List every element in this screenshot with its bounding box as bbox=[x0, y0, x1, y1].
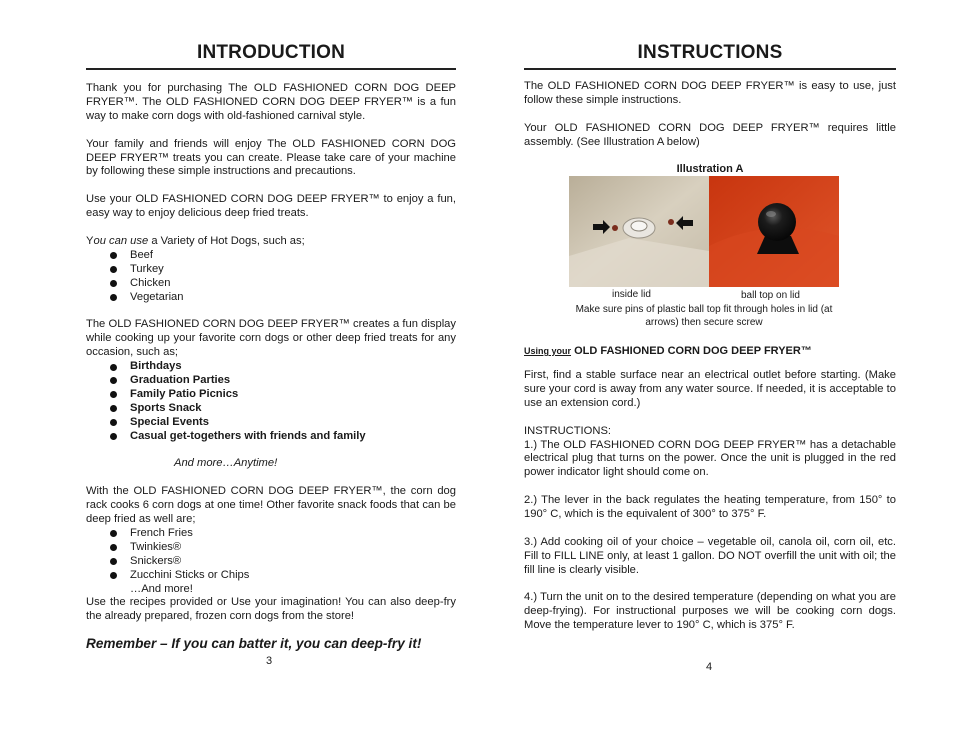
list-item: Special Events bbox=[86, 416, 456, 430]
list-item: Snickers® bbox=[86, 555, 456, 569]
list-item: Family Patio Picnics bbox=[86, 388, 456, 402]
page-number: 4 bbox=[706, 661, 713, 673]
page-number: 3 bbox=[266, 655, 273, 667]
list-item: Sports Snack bbox=[86, 402, 456, 416]
instructions-intro bbox=[524, 80, 896, 150]
list-item: French Fries bbox=[86, 527, 456, 541]
closing-remark: Remember – If you can batter it, you can deep-fry it! bbox=[86, 636, 422, 651]
intro-paragraph-5: The OLD FASHIONED CORN DOG DEEP FRYER™ creates a fun display while cooking up your favorite corn dogs or other deep fried treats for any occasion, such as; bbox=[86, 318, 456, 359]
step-4: 4.) Turn the unit on to the desired temperature (depending on what you are deep-frying). For instructional purposes we will be cooking corn dogs. Move the temperature lever to 190° C, which is 375° F. bbox=[524, 591, 896, 632]
step-2: 2.) The lever in the back regulates the heating temperature, from 150° to 190° C, which is the equivalent of 300° to 375° F. bbox=[524, 494, 896, 521]
instructions-label: INSTRUCTIONS: bbox=[524, 424, 612, 437]
intro-p4-italic: ou can use bbox=[93, 234, 149, 247]
inside-lid-photo bbox=[569, 176, 709, 287]
intro-paragraph-6: With the OLD FASHIONED CORN DOG DEEP FRYER™, the corn dog rack cooks 6 corn dogs at one time! Other favorite snack foods that can be deep fried as well are; bbox=[86, 485, 456, 525]
instructions-heading: INSTRUCTIONS bbox=[524, 42, 896, 70]
intro-p4-rest: a Variety of Hot Dogs, such as; bbox=[148, 234, 305, 247]
introduction-heading: INTRODUCTION bbox=[86, 42, 456, 70]
ball-top-caption: ball top on lid bbox=[741, 290, 800, 301]
instructions-paragraph-1: The OLD FASHIONED CORN DOG DEEP FRYER™ is easy to use, just follow these simple instructions. bbox=[524, 80, 896, 106]
assembly-note: Make sure pins of plastic ball top fit through holes in lid (at arrows) then secure screw bbox=[575, 304, 833, 328]
snack-list bbox=[86, 527, 456, 583]
intro-paragraph-1: Thank you for purchasing The OLD FASHIONED CORN DOG DEEP FRYER™. The OLD FASHIONED CORN DOG DEEP FRYER™ is a fun way to make corn dogs with old-fashioned carnival style. bbox=[86, 82, 456, 122]
intro-p4-prefix: Y bbox=[86, 234, 94, 247]
list-item: Vegetarian bbox=[86, 291, 456, 305]
occasion-list bbox=[86, 360, 456, 443]
list-item: Zucchini Sticks or Chips bbox=[86, 569, 456, 583]
illustration-title: Illustration A bbox=[676, 163, 744, 175]
list-item: Birthdays bbox=[86, 360, 456, 374]
list-item: Twinkies® bbox=[86, 541, 456, 555]
list-item: Turkey bbox=[86, 263, 456, 277]
snacks-and-more: …And more! bbox=[130, 582, 193, 595]
ball-top-photo bbox=[709, 176, 839, 287]
step-3: 3.) Add cooking oil of your choice – vegetable oil, canola oil, corn oil, etc. Fill to FILL LINE only, at least 1 gallon. DO NOT overfill the unit with oil; the fill line is clearly visible. bbox=[524, 535, 896, 576]
using-prefix: Using your bbox=[524, 346, 572, 356]
step-1: 1.) The OLD FASHIONED CORN DOG DEEP FRYER™ has a detachable electrical plug that turns on the power. Once the unit is plugged in the red power indicator light should come on. bbox=[524, 438, 896, 479]
instructions-steps bbox=[524, 369, 896, 633]
intro-paragraph-7: Use the recipes provided or Use your imagination! You can also deep-fry the already prepared, frozen corn dogs from the store! bbox=[86, 596, 456, 623]
introduction-body bbox=[86, 82, 456, 624]
intro-paragraph-4 bbox=[86, 235, 456, 249]
instructions-paragraph-3: First, find a stable surface near an electrical outlet before starting. (Make sure your cord is away from any water source. If needed, it is acceptable to use an extension cord.) bbox=[524, 369, 896, 409]
list-item: Beef bbox=[86, 249, 456, 263]
hotdog-list bbox=[86, 249, 456, 305]
inside-lid-caption: inside lid bbox=[612, 289, 651, 300]
list-item: Chicken bbox=[86, 277, 456, 291]
using-title: OLD FASHIONED CORN DOG DEEP FRYER™ bbox=[571, 345, 812, 357]
instructions-paragraph-2: Your OLD FASHIONED CORN DOG DEEP FRYER™ requires little assembly. (See Illustration A below) bbox=[524, 121, 896, 148]
intro-paragraph-2: Your family and friends will enjoy The OLD FASHIONED CORN DOG DEEP FRYER™ treats you can create. Please take care of your machine by following these simple instructions and precautions. bbox=[86, 137, 456, 178]
intro-paragraph-3: Use your OLD FASHIONED CORN DOG DEEP FRYER™ to enjoy a fun, easy way to enjoy delicious deep fried treats. bbox=[86, 193, 456, 220]
list-item: Casual get-togethers with friends and family bbox=[86, 430, 456, 444]
using-heading bbox=[524, 345, 812, 357]
and-more-anytime: And more…Anytime! bbox=[174, 457, 278, 470]
list-item: Graduation Parties bbox=[86, 374, 456, 388]
